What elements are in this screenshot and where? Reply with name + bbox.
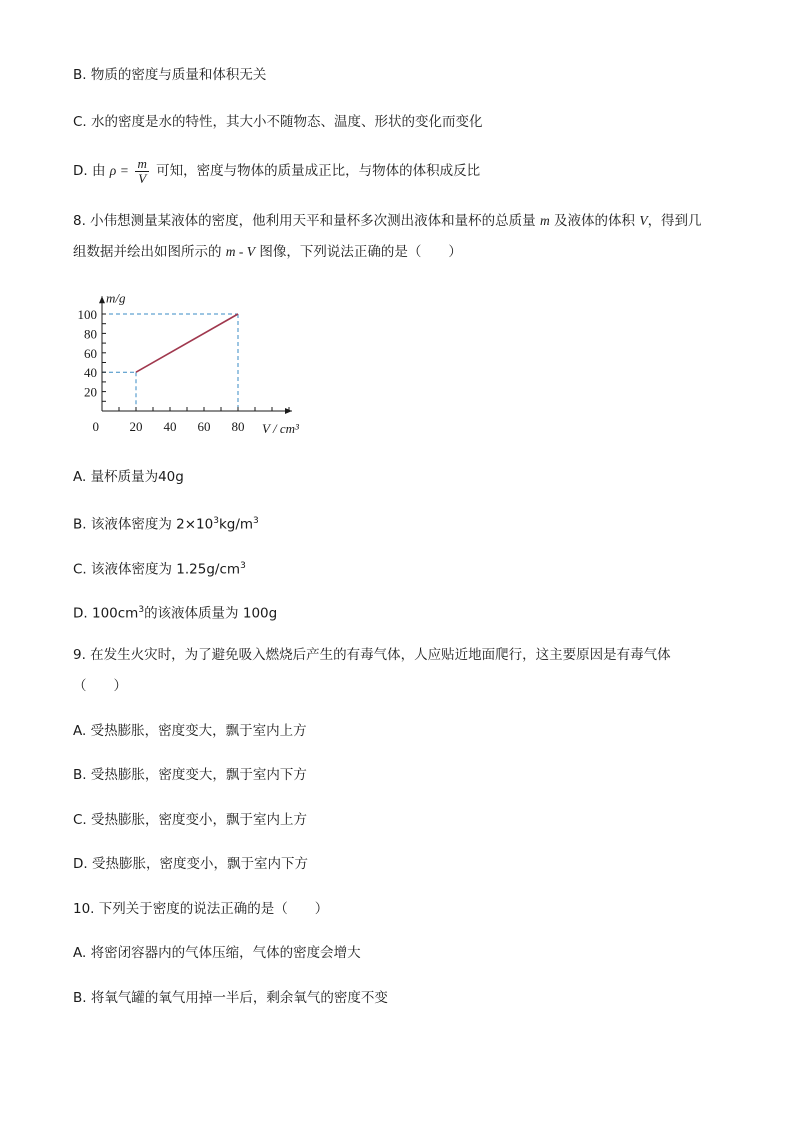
y-tick-label: 60 bbox=[84, 345, 97, 361]
q8-stem-text-c: ，得到几 bbox=[647, 213, 702, 229]
q10-option-a: A. 将密闭容器内的气体压缩，气体的密度会增大 bbox=[73, 945, 361, 961]
y-tick-label: 20 bbox=[84, 384, 97, 400]
q8-stem-text-d: 组数据并绘出如图所示的 bbox=[73, 244, 222, 260]
q7-option-c: C. 水的密度是水的特性，其大小不随物态、温度、形状的变化而变化 bbox=[73, 114, 483, 130]
q8-option-d-text-a: D. 100cm bbox=[73, 605, 139, 622]
superscript: 3 bbox=[213, 516, 219, 526]
m-v-graph bbox=[72, 286, 342, 446]
fraction-denominator: V bbox=[138, 170, 147, 186]
q8-stem-text-b: 及液体的体积 bbox=[554, 213, 636, 229]
superscript: 3 bbox=[253, 516, 259, 526]
q7-option-d-suffix: 可知，密度与物体的质量成正比，与物体的体积成反比 bbox=[156, 163, 481, 179]
y-axis-label: m/g bbox=[106, 290, 126, 306]
q8-option-b-unit: kg/m bbox=[218, 516, 254, 533]
q10-option-b: B. 将氧气罐的氧气用掉一半后，剩余氧气的密度不变 bbox=[73, 990, 388, 1006]
q8-option-d-text-b: 的该液体质量为 100g bbox=[144, 605, 278, 622]
x-axis-label: V / cm³ bbox=[262, 421, 299, 436]
superscript: 3 bbox=[240, 561, 246, 571]
density-fraction bbox=[135, 157, 148, 186]
q8-stem-text-a: 8. 小伟想测量某液体的密度，他利用天平和量杯多次测出液体和量杯的总质量 bbox=[73, 213, 536, 229]
y-axis-arrow bbox=[99, 296, 105, 303]
q9-option-b: B. 受热膨胀，密度变大，飘于室内下方 bbox=[73, 767, 307, 783]
q9-option-c: C. 受热膨胀，密度变小，飘于室内上方 bbox=[73, 812, 308, 828]
q9-stem-line1: 9. 在发生火灾时，为了避免吸入燃烧后产生的有毒气体，人应贴近地面爬行，这主要原因是有毒气体 bbox=[73, 647, 671, 663]
x-tick-label: 60 bbox=[197, 419, 211, 434]
q7-option-b: B. 物质的密度与质量和体积无关 bbox=[73, 67, 267, 83]
q7-option-d bbox=[73, 156, 480, 186]
q8-option-a: A. 量杯质量为40g bbox=[73, 469, 184, 485]
q9-option-d: D. 受热膨胀，密度变小，飘于室内下方 bbox=[73, 856, 308, 872]
ticks bbox=[102, 314, 289, 411]
q8-stem-line2 bbox=[73, 243, 462, 261]
q9-option-a: A. 受热膨胀，密度变大，飘于室内上方 bbox=[73, 723, 307, 739]
fraction-numerator: m bbox=[137, 155, 147, 171]
x-tick-label: 40 bbox=[163, 419, 177, 434]
var-m: m bbox=[539, 213, 550, 228]
q8-stem-text-e: 图像，下列说法正确的是（ ） bbox=[259, 244, 462, 260]
q8-stem-line1 bbox=[73, 212, 702, 230]
q8-option-b-text: B. 该液体密度为 2×10 bbox=[73, 516, 214, 533]
q8-option-b bbox=[73, 512, 259, 534]
rho-symbol: ρ bbox=[109, 163, 117, 178]
q8-option-c bbox=[73, 557, 246, 579]
y-tick-label: 80 bbox=[84, 326, 97, 342]
data-series bbox=[136, 314, 238, 372]
q8-option-c-text: C. 该液体密度为 1.25g/cm bbox=[73, 561, 241, 578]
x-tick-label: 20 bbox=[129, 419, 143, 434]
origin-label: 0 bbox=[92, 419, 99, 434]
q10-stem: 10. 下列关于密度的说法正确的是（ ） bbox=[73, 901, 329, 917]
x-tick-label: 80 bbox=[231, 419, 245, 434]
q9-stem-line2: （ ） bbox=[73, 678, 127, 694]
y-tick-label: 40 bbox=[84, 365, 97, 381]
guide-lines bbox=[102, 314, 238, 411]
series-line-0 bbox=[136, 314, 238, 372]
superscript: 3 bbox=[138, 605, 145, 615]
q7-option-d-prefix: D. 由 bbox=[73, 163, 106, 179]
equals-sign: = bbox=[120, 163, 129, 178]
y-tick-label: 100 bbox=[77, 307, 97, 322]
tick-labels bbox=[78, 290, 300, 436]
mv-label: m - V bbox=[225, 244, 256, 259]
q8-option-d bbox=[73, 601, 277, 623]
var-v: V bbox=[639, 213, 648, 228]
